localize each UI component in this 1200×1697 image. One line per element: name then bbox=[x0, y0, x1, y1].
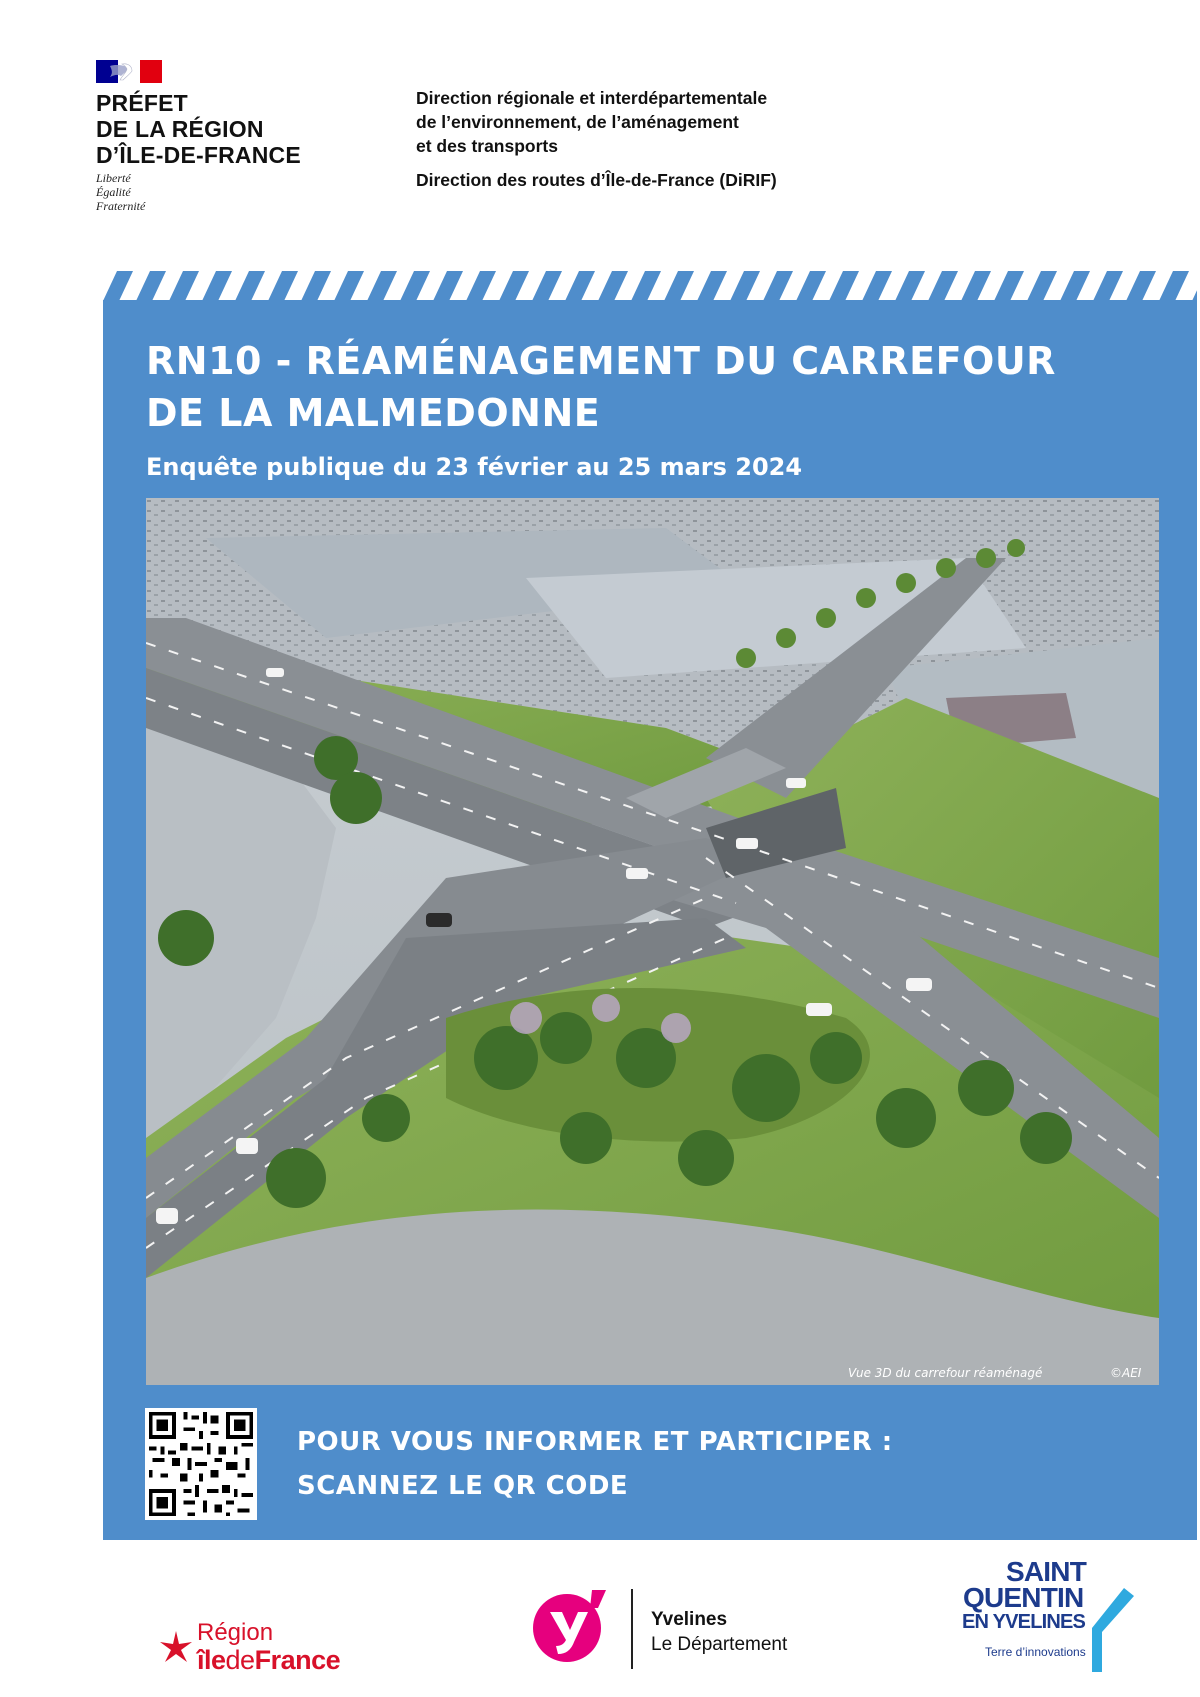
devise-line: Liberté bbox=[96, 171, 131, 185]
qr-code-icon bbox=[145, 1408, 257, 1520]
devise-line: Fraternité bbox=[96, 199, 146, 213]
direction-block bbox=[416, 86, 777, 192]
marianne-flag-icon bbox=[96, 60, 162, 83]
page-title-line1: RN10 - RÉAMÉNAGEMENT DU CARREFOUR bbox=[146, 339, 1056, 383]
enquete-dates: Enquête publique du 23 février au 25 mars 2024 bbox=[146, 453, 803, 481]
devise-block bbox=[96, 171, 145, 213]
direction-line: Direction régionale et interdépartementale bbox=[416, 88, 768, 108]
region-name bbox=[197, 1646, 340, 1674]
region-name-part: de bbox=[225, 1645, 255, 1675]
cta-line2: SCANNEZ LE QR CODE bbox=[297, 1471, 629, 1501]
image-caption: Vue 3D du carrefour réaménagé bbox=[848, 1366, 1043, 1380]
qr-code[interactable] bbox=[145, 1408, 257, 1520]
yvelines-divider bbox=[631, 1589, 633, 1669]
prefet-line: DE LA RÉGION bbox=[96, 116, 264, 142]
devise-line: Égalité bbox=[96, 185, 131, 199]
direction-line: et des transports bbox=[416, 136, 558, 156]
hazard-stripes bbox=[103, 271, 1197, 301]
direction-line: de l’environnement, de l’aménagement bbox=[416, 112, 739, 132]
yvelines-subtitle: Le Département bbox=[651, 1634, 788, 1655]
prefet-line: D’ÎLE-DE-FRANCE bbox=[96, 142, 301, 168]
sqy-mark-icon bbox=[1088, 1588, 1138, 1672]
sqy-tagline: Terre d’innovations bbox=[985, 1645, 1086, 1659]
sqy-line3: EN YVELINES bbox=[962, 1611, 1086, 1633]
dirif-line: Direction des routes d’Île-de-France (DiRIF) bbox=[416, 170, 777, 190]
sqy-line1: SAINT bbox=[1006, 1556, 1087, 1587]
page-title-line2: DE LA MALMEDONNE bbox=[146, 391, 601, 435]
crossroad-3d-image bbox=[146, 498, 1159, 1385]
prefet-line: PRÉFET bbox=[96, 90, 188, 116]
crossroad-illustration bbox=[146, 498, 1159, 1385]
cta-line1: POUR VOUS INFORMER ET PARTICIPER : bbox=[297, 1427, 893, 1457]
region-name-part: île bbox=[197, 1645, 226, 1675]
region-star-icon bbox=[158, 1630, 194, 1666]
sqy-line2: QUENTIN bbox=[963, 1582, 1084, 1613]
image-credit: ©AEI bbox=[1110, 1366, 1142, 1380]
prefet-block bbox=[96, 90, 301, 168]
yvelines-name: Yvelines bbox=[651, 1609, 728, 1630]
yvelines-logo-icon bbox=[530, 1584, 612, 1666]
region-label: Région bbox=[197, 1619, 274, 1646]
region-name-part: France bbox=[254, 1645, 341, 1675]
